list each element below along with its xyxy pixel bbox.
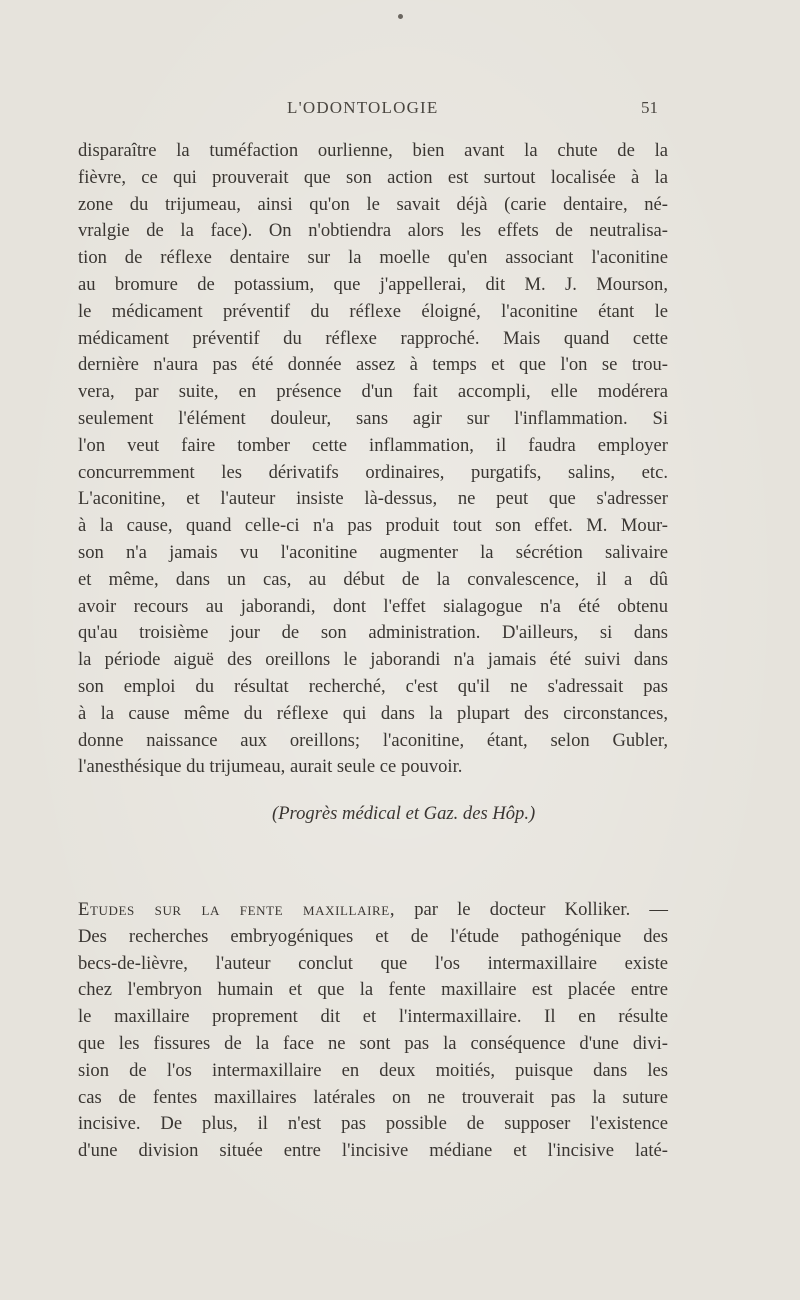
text-line: disparaître la tuméfaction ourlienne, bien avant la chute de la (78, 140, 668, 161)
running-head (0, 98, 800, 122)
heading-line (78, 897, 668, 924)
printer-mark (398, 14, 403, 19)
text-line: fièvre, ce qui prouverait que son action est surtout localisée à la (78, 166, 668, 188)
text-line: son emploi du résultat recherché, c'est qu'il ne s'adressait pas (78, 675, 668, 697)
text-line: donne naissance aux oreillons; l'aconitine, étant, selon Gubler, (78, 729, 668, 751)
text-line: qu'au troisième jour de son administration. D'ailleurs, si dans (78, 622, 668, 644)
text-line: l'on veut faire tomber cette inflammation, il faudra employer (78, 434, 668, 456)
source-citation (0, 800, 800, 828)
text-line: vralgie de la face). On n'obtiendra alors les effets de neutralisa- (78, 220, 668, 242)
text-line: cas de fentes maxillaires latérales on ne trouverait pas la suture (78, 1086, 668, 1108)
text-line: incisive. De plus, il n'est pas possible de supposer l'existence (78, 1113, 668, 1135)
text-line: concurremment les dérivatifs ordinaires, purgatifs, salins, etc. (78, 461, 668, 483)
text-line: et même, dans un cas, au début de la convalescence, il a dû (78, 568, 668, 590)
text-line: Des recherches embryogéniques et de l'étude pathogénique des (78, 925, 668, 947)
text-line: le maxillaire proprement dit et l'intermaxillaire. Il en résulte (78, 1006, 668, 1028)
text-line: au bromure de potassium, que j'appellerai, dit M. J. Mourson, (78, 273, 668, 295)
citation-text: (Progrès médical et Gaz. des Hôp.) (272, 803, 536, 824)
text-line: tion de réflexe dentaire sur la moelle qu'en associant l'aconitine (78, 247, 668, 269)
text-line: le médicament préventif du réflexe éloigné, l'aconitine étant le (78, 300, 668, 322)
text-line: l'anesthésique du trijumeau, aurait seule ce pouvoir. (78, 756, 463, 778)
paragraph-fente-maxillaire (78, 897, 668, 1165)
text-line: d'une division située entre l'incisive médiane et l'incisive laté- (78, 1140, 668, 1162)
text-line: son n'a jamais vu l'aconitine augmenter la sécrétion salivaire (78, 541, 668, 563)
text-line: seulement l'élément douleur, sans agir sur l'inflammation. Si (78, 407, 668, 429)
text-line: vera, par suite, en présence d'un fait accompli, elle modérera (78, 381, 668, 403)
running-title: L'ODONTOLOGIE (287, 98, 439, 117)
text-line: la période aiguë des oreillons le jaborandi n'a jamais été suivi dans (78, 649, 668, 671)
text-line: avoir recours au jaborandi, dont l'effet sialagogue n'a été obtenu (78, 595, 668, 617)
text-line: sion de l'os intermaxillaire en deux moitiés, puisque dans les (78, 1059, 668, 1081)
text-line: zone du trijumeau, ainsi qu'on le savait déjà (carie dentaire, né- (78, 193, 668, 215)
paragraph-aconitine (78, 138, 668, 781)
text-line: que les fissures de la face ne sont pas la conséquence d'une divi- (78, 1032, 668, 1054)
heading-author: par le docteur Kolliker. — (395, 899, 668, 920)
text-line: dernière n'aura pas été donnée assez à temps et que l'on se trou- (78, 354, 668, 376)
text-line: L'aconitine, et l'auteur insiste là-dessus, ne peut que s'adresser (78, 488, 668, 510)
text-line: becs-de-lièvre, l'auteur conclut que l'os intermaxillaire existe (78, 952, 668, 974)
text-line: à la cause même du réflexe qui dans la plupart des circonstances, (78, 702, 668, 724)
page-number: 51 (641, 98, 658, 117)
text-line: à la cause, quand celle-ci n'a pas produit tout son effet. M. Mour- (78, 515, 668, 537)
text-line: médicament préventif du réflexe rapproché. Mais quand cette (78, 327, 668, 349)
text-line: chez l'embryon humain et que la fente maxillaire est placée entre (78, 979, 668, 1001)
section-heading: Etudes sur la fente maxillaire, (78, 899, 396, 920)
